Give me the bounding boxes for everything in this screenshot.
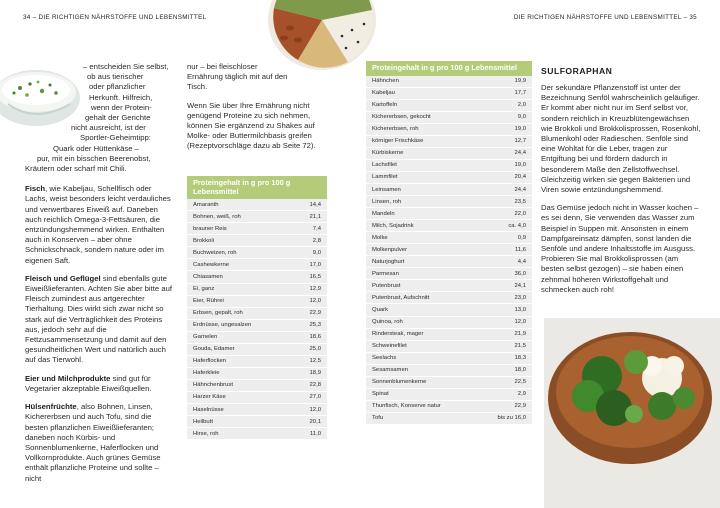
table-row <box>366 353 532 365</box>
wrap-line: Herkunft. Hilfreich, <box>89 92 153 102</box>
table-cell-value: 11,0 <box>309 430 321 437</box>
table-cell-value: 2,9 <box>517 391 526 398</box>
table-row <box>187 368 327 380</box>
table-cell-value: 20,4 <box>514 174 526 181</box>
table-row <box>366 292 532 304</box>
table-cell-value: 24,1 <box>514 282 526 289</box>
table-row <box>366 365 532 377</box>
table-cell-food: Haferkleie <box>193 370 220 377</box>
table-cell-value: 16,5 <box>309 273 321 280</box>
protein-table-1 <box>187 176 327 440</box>
table-cell-value: 17,0 <box>309 261 321 268</box>
table-row <box>366 100 532 112</box>
eier-text: sind gut für Vegetarier akzeptable Eiweißquellen. <box>25 373 152 393</box>
table-cell-value: 22,9 <box>514 403 526 410</box>
table-row <box>366 148 532 160</box>
table-row <box>366 401 532 413</box>
table-cell-value: 12,0 <box>309 298 321 305</box>
table-cell-value: 23,5 <box>514 198 526 205</box>
table-cell-food: Garnelen <box>193 334 218 341</box>
table-cell-food: Putenbrust, Aufschnitt <box>372 294 430 301</box>
fisch-text: , wie Kabeljau, Schellfisch oder Lachs, weist besonders leicht verdauliches und verwertbares Eiweiß auf. Daneben auch reichlich Omega-3-Fettsäuren, die entzündungshemmend wirken. Enthalten auch in Konserven – aber ohne Schnickschnack, sondern nature oder im eigenen Saft. <box>25 184 171 265</box>
table-row <box>187 211 327 223</box>
table-cell-food: Erdnüsse, ungesalzen <box>193 322 252 329</box>
sulforaphan-paragraph-2: Das Gemüse jedoch nicht in Wasser kochen – es sei denn, Sie verwenden das Wasser zum Beispiel in Suppen mit. Ansonsten in einem Dampfgareinsatz dämpfen, sonst landen die Senföle und andere Inhaltsstoffe im Ausguss. Probieren Sie mal Brokkolisprossen (am besten selbst gezogen) – sie haben einen zehnmal höheren Wirkstoffgehalt und schmecken auch roh! <box>541 203 699 294</box>
sulforaphan-paragraph-1: Der sekundäre Pflanzenstoff ist unter der Bezeichnung Senföl wahrscheinlich geläufiger. Er kommt aber nicht nur im Senf selbst vor, sondern reichlich in Kreuzblütengewächsen wie Brokkoli und Brokkolisprossen, Rosenkohl, Blumenkohl oder Radieschen. Senföle sind eine Wohltat für die Leber, tragen zur Entgiftung bei und fördern dadurch in besonderem Maße den Zellstoffwechsel. Gleichzeitig wirken sie gegen Bakterien und Viren sowie entzündungshemmend. <box>541 83 701 195</box>
table-row <box>366 208 532 220</box>
table-row <box>366 268 532 280</box>
table-row <box>187 296 327 308</box>
table-row <box>366 88 532 100</box>
table-cell-value: 24,4 <box>514 150 526 157</box>
wrap-line: pur, mit ein bisschen Beerenobst, <box>37 153 151 163</box>
table-cell-food: Seelachs <box>372 355 397 362</box>
table-cell-food: Chiasamen <box>193 273 223 280</box>
table-cell-food: Milch, Sojadrink <box>372 222 414 229</box>
table-cell-food: Lachsfilet <box>372 162 397 169</box>
table-row <box>187 308 327 320</box>
table-row <box>366 377 532 389</box>
table-cell-food: Kartoffeln <box>372 102 398 109</box>
table-row <box>187 380 327 392</box>
table-cell-food: Gouda, Edamer <box>193 346 235 353</box>
table-cell-value: 19,9 <box>514 78 526 85</box>
table-row <box>187 223 327 235</box>
middle-paragraph-2: Wenn Sie über Ihre Ernährung nicht genügend Proteine zu sich nehmen, können Sie ergänzend zu Shakes auf Molke- oder Buttermilchbasis greifen (Rezeptvorschläge dazu ab Seite 72). <box>187 100 316 151</box>
column-left-text <box>25 62 175 492</box>
table-cell-food: Lammfilet <box>372 174 398 181</box>
table-cell-food: Cashewkerne <box>193 261 230 268</box>
table-row <box>187 428 327 440</box>
table-cell-food: Eier, Rührei <box>193 298 224 305</box>
fleisch-text: sind ebenfalls gute Eiweißlieferanten. Achten Sie aber bitte auf Fleisch zumindest aus artgerechter Tierhaltung. Dies wirkt sich zwar nicht so stark auf die Verträglichkeit des Proteins aus, jedoch sehr auf die Fettzusammensetzung und damit auf den gesundheitlichen Wert und natürlich auch auf das Tierwohl. <box>25 273 173 365</box>
table-cell-food: Hirse, roh <box>193 430 219 437</box>
wrap-line: oder pflanzlicher <box>89 82 146 92</box>
table-cell-value: 7,4 <box>312 225 321 232</box>
table-row <box>366 172 532 184</box>
table-row <box>187 199 327 211</box>
table-cell-value: 9,0 <box>517 114 526 121</box>
table-cell-value: 12,0 <box>309 406 321 413</box>
table-row <box>366 304 532 316</box>
table-cell-food: Rindersteak, mager <box>372 331 424 338</box>
table-row <box>187 247 327 259</box>
table-row <box>366 256 532 268</box>
table-cell-food: Ei, ganz <box>193 286 215 293</box>
table-cell-value: 19,0 <box>514 126 526 133</box>
table-cell-value: 2,8 <box>312 237 321 244</box>
table-cell-food: Kürbiskerne <box>372 150 404 157</box>
table-cell-food: Quinoa, roh <box>372 319 403 326</box>
table-cell-food: Haselnüsse <box>193 406 224 413</box>
table-cell-food: Spinat <box>372 391 389 398</box>
table-row <box>187 416 327 428</box>
vegetable-bowl-image <box>544 318 720 508</box>
table-cell-food: Bohnen, weiß, roh <box>193 213 241 220</box>
table-row <box>366 136 532 148</box>
table-cell-food: Hähnchen <box>372 78 399 85</box>
table-cell-value: 23,0 <box>514 294 526 301</box>
table-2-header: Proteingehalt in g pro 100 g Lebensmittel <box>366 61 532 76</box>
table-row <box>187 235 327 247</box>
table-cell-value: 20,1 <box>309 418 321 425</box>
huelsen-heading: Hülsenfrüchte <box>25 402 77 412</box>
table-cell-value: 27,0 <box>309 394 321 401</box>
table-cell-value: 18,3 <box>514 355 526 362</box>
table-cell-food: Putenbrust <box>372 282 401 289</box>
table-row <box>187 404 327 416</box>
table-cell-food: Heilbutt <box>193 418 213 425</box>
table-cell-value: 2,0 <box>517 102 526 109</box>
fleisch-paragraph <box>25 274 175 366</box>
table-row <box>187 356 327 368</box>
table-row <box>366 232 532 244</box>
table-cell-value: 14,4 <box>309 201 321 208</box>
table-cell-value: 4,4 <box>517 258 526 265</box>
table-cell-food: Thunfisch, Konserve natur <box>372 403 441 410</box>
table-cell-value: 12,7 <box>514 138 526 145</box>
table-cell-food: brauner Reis <box>193 225 227 232</box>
table-cell-food: Molkenpulver <box>372 246 408 253</box>
column-middle-text <box>187 62 327 160</box>
table-cell-food: Kabeljau <box>372 90 395 97</box>
table-cell-value: 12,0 <box>514 319 526 326</box>
table-row <box>366 413 532 425</box>
table-cell-value: 25,0 <box>309 346 321 353</box>
wrap-line: wenn der Protein- <box>91 102 152 112</box>
table-cell-food: Kichererbsen, gekocht <box>372 114 431 121</box>
table-row <box>187 344 327 356</box>
table-row <box>366 329 532 341</box>
table-1-header: Proteingehalt in g pro 100 g Lebensmittel <box>187 176 327 199</box>
table-cell-food: Linsen, roh <box>372 198 402 205</box>
table-cell-value: 36,0 <box>514 270 526 277</box>
table-cell-value: 24,4 <box>514 186 526 193</box>
table-cell-value: 19,0 <box>514 162 526 169</box>
table-cell-food: Buchweizen, roh <box>193 249 237 256</box>
table-row <box>187 392 327 404</box>
table-cell-value: 17,7 <box>514 90 526 97</box>
table-cell-food: Brokkoli <box>193 237 214 244</box>
eier-heading: Eier und Milchprodukte <box>25 373 111 383</box>
wrap-line: gehalt der Gerichte <box>85 113 151 123</box>
column-right-text <box>541 83 701 303</box>
wrap-line: Sportler-Geheimtipp: <box>80 133 151 143</box>
eier-paragraph <box>25 374 175 394</box>
table-cell-value: 22,5 <box>514 379 526 386</box>
table-cell-value: 13,0 <box>514 307 526 313</box>
table-row <box>366 317 532 329</box>
table-cell-food: Schweinefilet <box>372 343 407 350</box>
page-header-right: DIE RICHTIGEN NÄHRSTOFFE UND LEBENSMITTEL – 35 <box>513 14 697 21</box>
table-cell-value: 22,0 <box>514 210 526 217</box>
table-cell-value: bis zu 16,0 <box>497 415 526 422</box>
table-row <box>366 280 532 292</box>
table-row <box>366 196 532 208</box>
legumes-plate-image <box>268 0 376 70</box>
table-cell-value: 0,9 <box>517 234 526 241</box>
table-cell-food: Tofu <box>372 415 384 422</box>
table-cell-value: 12,9 <box>309 286 321 293</box>
table-row <box>366 389 532 401</box>
table-cell-food: körniger Frischkäse <box>372 138 424 145</box>
table-cell-value: 18,6 <box>309 334 321 341</box>
huelsen-paragraph <box>25 402 175 484</box>
table-cell-food: Parmesan <box>372 270 399 277</box>
table-row <box>366 160 532 172</box>
fisch-paragraph <box>25 184 175 266</box>
table-cell-value: 12,5 <box>309 358 321 365</box>
table-row <box>187 271 327 283</box>
wrap-line: ob aus tierischer <box>87 72 144 82</box>
table-cell-food: Erbsen, gepalt, roh <box>193 310 243 317</box>
table-cell-food: Amaranth <box>193 201 219 208</box>
protein-table-2 <box>366 61 532 425</box>
table-row <box>366 76 532 88</box>
table-cell-value: 18,0 <box>514 367 526 374</box>
table-row <box>366 220 532 232</box>
table-cell-value: 22,8 <box>309 382 321 389</box>
fisch-heading: Fisch <box>25 184 46 194</box>
wrap-line: Kräutern oder scharf mit Chili. <box>25 164 127 174</box>
wrap-line: Quark oder Hüttenkäse – <box>53 143 139 153</box>
table-row <box>366 112 532 124</box>
table-cell-food: Hähnchenbrust <box>193 382 233 389</box>
table-cell-food: Sesamsamen <box>372 367 409 374</box>
table-cell-food: Molke <box>372 234 388 241</box>
table-cell-food: Kichererbsen, roh <box>372 126 419 133</box>
table-cell-value: 21,1 <box>309 213 321 220</box>
wrap-line: nicht ausreicht, ist der <box>71 123 146 133</box>
table-row <box>366 341 532 353</box>
table-row <box>187 332 327 344</box>
table-cell-food: Leinsamen <box>372 186 401 193</box>
table-row <box>366 244 532 256</box>
table-cell-value: 9,0 <box>312 249 321 256</box>
table-cell-food: Haferflocken <box>193 358 227 365</box>
table-cell-value: 25,3 <box>309 322 321 329</box>
sulforaphan-title: SULFORAPHAN <box>541 66 613 76</box>
table-cell-value: 22,9 <box>309 310 321 317</box>
table-cell-food: Naturjoghurt <box>372 258 405 265</box>
fleisch-heading: Fleisch und Geflügel <box>25 273 101 283</box>
table-cell-food: Mandeln <box>372 210 395 217</box>
table-cell-value: ca. 4,0 <box>508 222 526 229</box>
table-cell-food: Sonnenblumenkerne <box>372 379 427 386</box>
wrap-line: – entscheiden Sie selbst, <box>83 62 169 71</box>
table-cell-value: 21,9 <box>514 331 526 338</box>
table-cell-value: 18,9 <box>309 370 321 377</box>
table-cell-food: Quark <box>372 307 389 313</box>
page-header-left: 34 – DIE RICHTIGEN NÄHRSTOFFE UND LEBENSMITTEL <box>23 14 207 21</box>
table-row <box>187 284 327 296</box>
table-cell-food: Harzer Käse <box>193 394 226 401</box>
table-row <box>187 320 327 332</box>
table-cell-value: 21,5 <box>514 343 526 350</box>
middle-paragraph-1: nur – bei fleischloser Ernährung täglich mit auf den Tisch. <box>187 62 288 92</box>
table-row <box>187 259 327 271</box>
table-row <box>366 184 532 196</box>
table-cell-value: 11,6 <box>514 246 526 253</box>
huelsen-text: , also Bohnen, Linsen, Kichererbsen und auch Tofu, sind die besten pflanzlichen Eiweißlieferanten; daneben noch Kürbis- und Sonnenblumenkerne, Haferflocken und Vollkornprodukte. Auch grünes Gemüse enthält pflanzliche Proteine und sollte – nicht <box>25 402 161 483</box>
table-row <box>366 124 532 136</box>
